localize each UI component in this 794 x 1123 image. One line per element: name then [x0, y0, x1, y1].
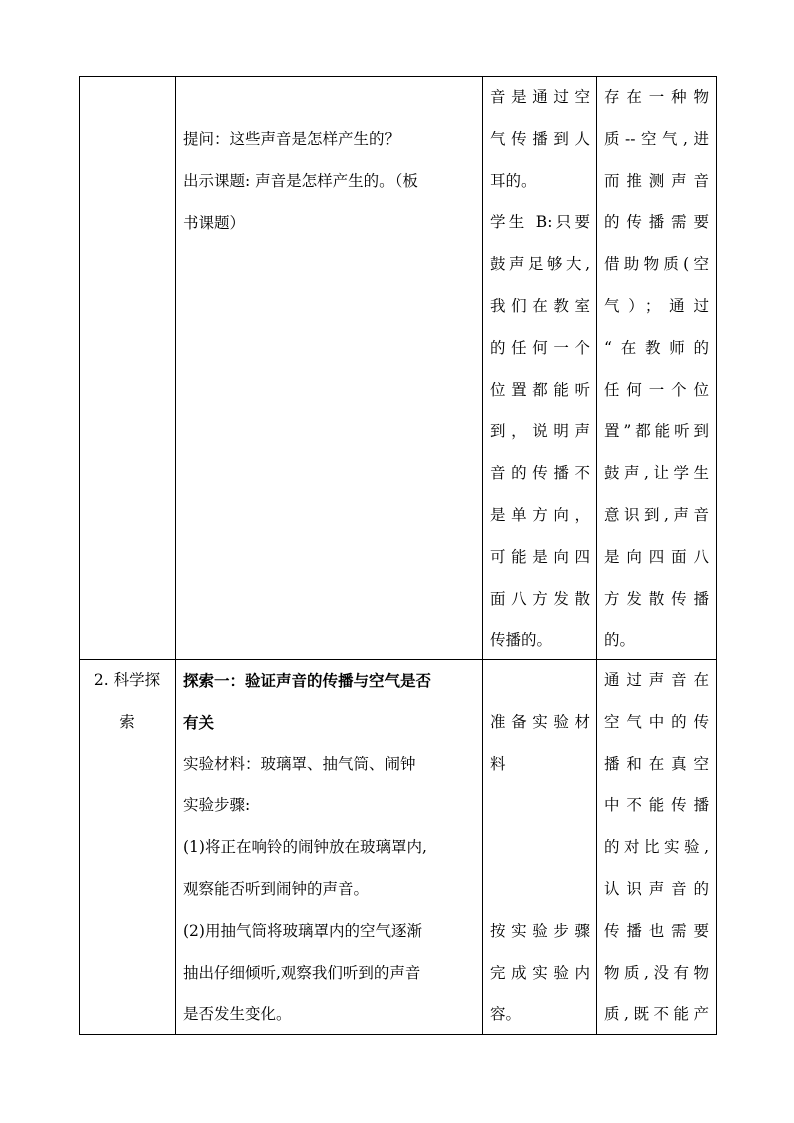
- table-border-left: [79, 76, 80, 1035]
- intent-line: 方发散传播: [604, 589, 709, 608]
- teacher-line: 抽出仔细倾听,观察我们听到的声音: [183, 963, 421, 982]
- row2-student-cell: [490, 660, 590, 1036]
- student-line: 鼓声足够大,: [490, 255, 590, 274]
- student-line: [490, 785, 590, 827]
- teacher-line: 实验步骤:: [183, 796, 251, 815]
- row1-intent-cell: [604, 77, 709, 662]
- row1-student-cell: [490, 77, 590, 662]
- intent-line: 中不能传播: [604, 796, 709, 815]
- student-line: 准备实验材: [490, 712, 590, 731]
- student-line: 到，说明声: [490, 422, 590, 441]
- intent-line: 通过声音在: [604, 671, 709, 689]
- intent-line: 播和在真空: [604, 754, 709, 773]
- student-line: 我们在教室: [490, 296, 590, 315]
- teacher-line: 观察能否听到闹钟的声音。: [183, 879, 370, 898]
- intent-line: 存在一种物: [604, 88, 709, 106]
- teacher-line: 出示课题: 声音是怎样产生的。（板: [183, 171, 418, 190]
- teacher-heading-line: 探索一：验证声音的传播与空气是否: [183, 671, 432, 690]
- student-line: 位置都能听: [490, 380, 590, 399]
- student-line: 完成实验内: [490, 963, 590, 982]
- intent-line: 意识到,声音: [604, 505, 709, 524]
- student-line: 面八方发散: [490, 589, 590, 608]
- intent-line: 质,既不能产: [604, 1005, 709, 1024]
- table-border-right: [716, 76, 717, 1035]
- stage-line: 2. 科学探: [93, 671, 161, 689]
- intent-line: 借助物质(空: [604, 255, 709, 274]
- student-line: 传播的。: [490, 631, 553, 650]
- student-line: [490, 660, 590, 702]
- intent-line: 的。: [604, 631, 636, 650]
- intent-line: 的传播需要: [604, 213, 709, 232]
- student-line: 学生 B:只要: [490, 213, 590, 232]
- row2-stage-cell: [82, 660, 172, 744]
- intent-line: 认识声音的: [604, 879, 709, 898]
- teacher-line: 书课题）: [183, 213, 246, 232]
- intent-line: 的对比实验,: [604, 838, 709, 857]
- intent-line: “在教师的: [604, 338, 709, 357]
- table-border-col2: [482, 76, 483, 1035]
- intent-line: 是向四面八: [604, 547, 709, 566]
- row2-teacher-cell: [183, 660, 479, 1036]
- stage-line: 索: [119, 712, 135, 731]
- teacher-line: 实验材料：玻璃罩、抽气筒、闹钟: [183, 754, 416, 773]
- row1-teacher-cell: [183, 119, 479, 244]
- student-line: [490, 827, 590, 869]
- student-line: [490, 869, 590, 911]
- student-line: 料: [490, 754, 506, 773]
- intent-line: 置”都能听到: [604, 422, 709, 441]
- student-line: 气传播到人: [490, 129, 590, 148]
- intent-line: 气）；通过: [604, 296, 709, 315]
- student-line: 耳的。: [490, 171, 537, 190]
- intent-line: 物质,没有物: [604, 963, 709, 982]
- student-line: 的任何一个: [490, 338, 590, 357]
- intent-line: 而推测声音: [604, 171, 709, 190]
- student-line: 可能是向四: [490, 547, 590, 566]
- intent-line: 传播也需要: [604, 921, 709, 940]
- intent-line: 质--空气,进: [604, 129, 709, 148]
- table-border-col1: [175, 76, 176, 1035]
- intent-line: 任何一个位: [604, 380, 709, 399]
- table-border-col3: [596, 76, 597, 1035]
- row2-intent-cell: [604, 660, 709, 1036]
- teacher-heading-line: 有关: [183, 712, 215, 732]
- student-line: 是单方向，: [490, 505, 590, 524]
- teacher-line: (1)将正在响铃的闹钟放在玻璃罩内,: [183, 838, 427, 857]
- student-line: 音是通过空: [490, 88, 590, 106]
- intent-line: 鼓声,让学生: [604, 464, 709, 483]
- student-line: 容。: [490, 1005, 522, 1024]
- teacher-line: (2)用抽气筒将玻璃罩内的空气逐渐: [183, 921, 422, 940]
- student-line: 音的传播不: [490, 464, 590, 483]
- intent-line: 空气中的传: [604, 712, 709, 731]
- teacher-line: 提问：这些声音是怎样产生的？: [183, 130, 401, 148]
- teacher-line: 是否发生变化。: [183, 1005, 292, 1024]
- student-line: 按实验步骤: [490, 921, 590, 940]
